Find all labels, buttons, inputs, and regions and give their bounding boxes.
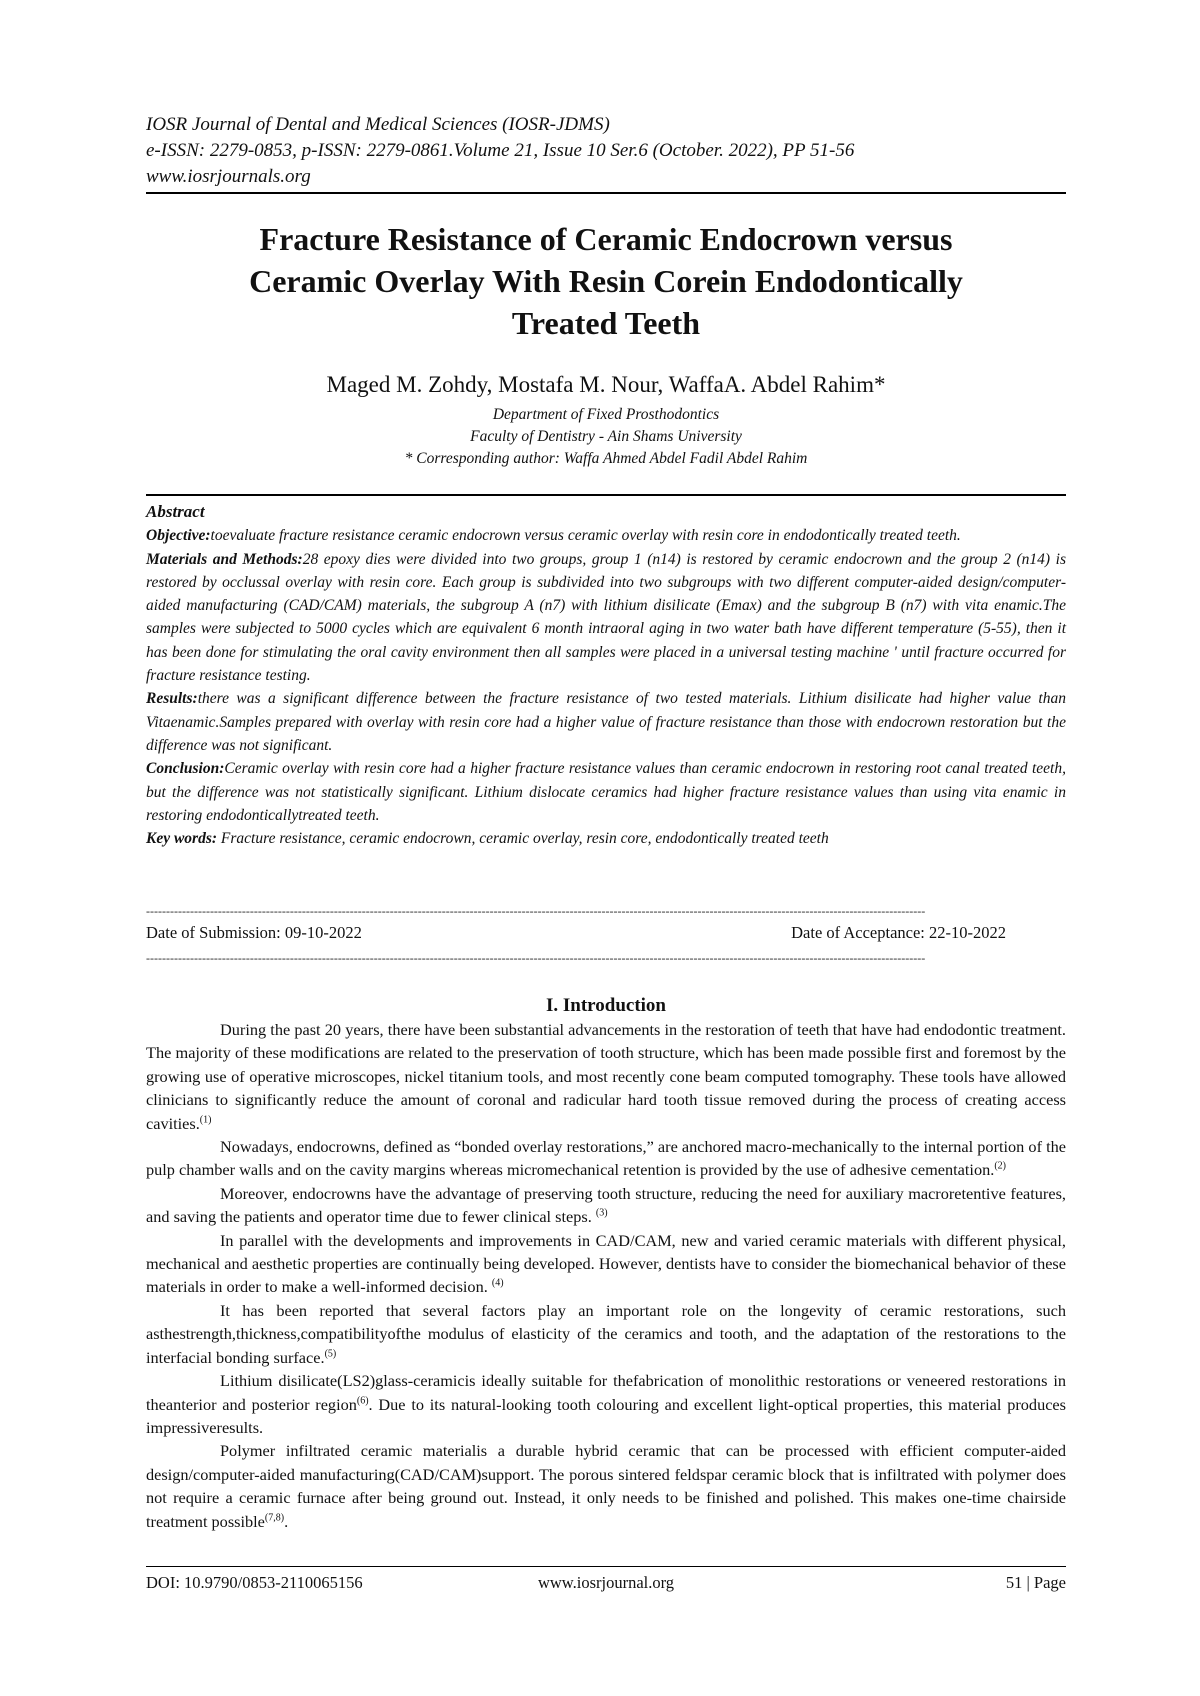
corresponding-author: * Corresponding author: Waffa Ahmed Abdel Fadil Abdel Rahim <box>404 450 808 467</box>
methods-text: 28 epoxy dies were divided into two groups, group 1 (n14) is restored by ceramic endocrown and the group 2 (n14) is restored by occlussal overlay with resin core. Each group is subdivided into two subgroups with two different computer-aided design/computer-aided manufacturing (CAD/CAM) materials, the subgroup A (n7) with lithium disilicate (Emax) and the subgroup B (n7) with vita enamic.The samples were subjected to 5000 cycles which are equivalent 6 month intraoral aging in two water bath have different temperature (5-55), then it has been done for stimulating the oral cavity environment then all samples were placed in a universal testing machine ' until fracture occurred for fracture resistance testing. <box>146 550 1066 685</box>
dashed-separator-bottom: --------------------------------------------------------------------------------------------------------------------------------------------------------------------------------------------------- <box>146 952 926 964</box>
footer-doi: DOI: 10.9790/0853-2110065156 <box>146 1573 363 1592</box>
paragraph-7-text: Polymer infiltrated ceramic materialis a durable hybrid ceramic that can be processed with efficient computer-aided design/computer-aided manufacturing(CAD/CAM)support. The porous sintered feldspar ceramic block that is infiltrated with polymer does not require a ceramic furnace after being ground out. Instead, it only needs to be finished and polished. This makes one-time chairside treatment possible <box>146 1441 1066 1531</box>
paragraph-5-text: It has been reported that several factors play an important role on the longevity of ceramic restorations, such asthestrength,thickness,compatibilityofthe modulus of elasticity of the ceramics and tooth, and the adaptation of the restorations to the interfacial bonding surface. <box>146 1300 1066 1367</box>
affiliation-department: Department of Fixed Prosthodontics <box>492 406 720 423</box>
journal-name: IOSR Journal of Dental and Medical Sciences (IOSR-JDMS) <box>146 114 610 135</box>
paragraph-5 <box>146 1299 1066 1369</box>
paragraph-3 <box>146 1182 1066 1229</box>
footer-divider <box>146 1566 1066 1567</box>
paragraph-2 <box>146 1135 1066 1182</box>
title-line-1: Fracture Resistance of Ceramic Endocrown versus <box>259 221 953 257</box>
paragraph-1-text: During the past 20 years, there have been substantial advancements in the restoration of teeth that have had endodontic treatment. The majority of these modifications are related to the preservation of tooth structure, which has been made possible first and foremost by the growing use of operative microscopes, nickel titanium tools, and most recently cone beam computed tomography. These tools have allowed clinicians to significantly reduce the amount of coronal and radicular hard tooth tissue removed during the process of creating access cavities. <box>146 1020 1066 1133</box>
header-divider <box>146 192 1066 194</box>
citation-3: (3) <box>595 1207 608 1219</box>
journal-header <box>146 112 1006 190</box>
results-text: there was a significant difference between the fracture resistance of two tested materials. Lithium disilicate had higher value than Vitaenamic.Samples prepared with overlay with resin core had a higher value of fracture resistance than those with endocrown restoration but the difference was not significant. <box>146 690 1066 754</box>
citation-4: (4) <box>491 1278 504 1290</box>
title-line-3: Treated Teeth <box>511 305 701 341</box>
methods-label: Materials and Methods: <box>146 550 303 568</box>
paragraph-7 <box>146 1439 1066 1533</box>
dashed-separator-top: --------------------------------------------------------------------------------------------------------------------------------------------------------------------------------------------------- <box>146 905 926 917</box>
abstract-objective <box>146 524 1066 547</box>
authors: Maged M. Zohdy, Mostafa M. Nour, WaffaA. Abdel Rahim* <box>326 372 886 397</box>
keywords-text: Fracture resistance, ceramic endocrown, ceramic overlay, resin core, endodontically treated teeth <box>217 830 829 848</box>
paragraph-4 <box>146 1229 1066 1299</box>
conclusion-text: Ceramic overlay with resin core had a higher fracture resistance values than ceramic endocrown in restoring root canal treated teeth, but the difference was not statistically significant. Lithium dislocate ceramics had higher fracture resistance values than using vita enamic in restoring endodonticallytreated teeth. <box>146 760 1066 824</box>
date-of-acceptance: Date of Acceptance: 22-10-2022 <box>791 923 1006 942</box>
paragraph-2-text: Nowadays, endocrowns, defined as “bonded overlay restorations,” are anchored macro-mechanically to the internal portion of the pulp chamber walls and on the cavity margins whereas micromechanical retention is provided by the use of adhesive cementation. <box>146 1137 1066 1180</box>
section-heading-introduction: I. Introduction <box>545 995 666 1016</box>
footer-page-number: 51 | Page <box>1005 1573 1066 1592</box>
citation-2: (2) <box>994 1161 1006 1173</box>
submission-dates <box>146 922 1006 944</box>
conclusion-label: Conclusion: <box>146 760 225 778</box>
citation-7-8: (7,8) <box>264 1512 285 1524</box>
page-footer <box>146 1572 1066 1594</box>
citation-6: (6) <box>356 1395 369 1407</box>
paragraph-6-text-b: . Due to its natural-looking tooth colouring and excellent light-optical properties, this material produces impressiveresults. <box>146 1394 1066 1437</box>
title-line-2: Ceramic Overlay With Resin Corein Endodontically <box>249 263 963 299</box>
affiliation-faculty: Faculty of Dentistry - Ain Shams University <box>470 428 742 445</box>
journal-website: www.iosrjournals.org <box>146 166 311 187</box>
journal-issn: e-ISSN: 2279-0853, p-ISSN: 2279-0861.Volume 21, Issue 10 Ser.6 (October. 2022), PP 51-56 <box>146 140 855 161</box>
introduction-body <box>146 1018 1066 1533</box>
abstract-methods <box>146 548 1066 688</box>
objective-label: Objective: <box>146 527 211 545</box>
paragraph-7-end: . <box>284 1511 289 1531</box>
paragraph-4-text: In parallel with the developments and improvements in CAD/CAM, new and varied ceramic materials with different physical, mechanical and aesthetic properties are continually being developed. However, dentists have to consider the biomechanical behavior of these materials in order to make a well-informed decision. <box>146 1230 1066 1297</box>
paragraph-6-text-a: Lithium disilicate(LS2)glass-ceramicis ideally suitable for thefabrication of monolithic restorations or veneered restorations in theanterior and posterior region <box>146 1371 1066 1414</box>
abstract-keywords <box>146 827 1066 850</box>
abstract-heading: Abstract <box>146 502 205 521</box>
abstract <box>146 500 1066 850</box>
paragraph-1 <box>146 1018 1066 1135</box>
paragraph-6 <box>146 1369 1066 1439</box>
paragraph-3-text: Moreover, endocrowns have the advantage of preserving tooth structure, reducing the need for auxiliary macroretentive features, and saving the patients and operator time due to fewer clinical steps. <box>146 1183 1066 1227</box>
date-of-submission: Date of Submission: 09-10-2022 <box>146 923 362 942</box>
objective-text: toevaluate fracture resistance ceramic endocrown versus ceramic overlay with resin core in endodontically treated teeth. <box>210 527 961 545</box>
abstract-divider <box>146 494 1066 496</box>
citation-1: (1) <box>199 1114 212 1126</box>
abstract-results <box>146 687 1066 757</box>
citation-5: (5) <box>324 1348 337 1360</box>
footer-website: www.iosrjournal.org <box>537 1573 675 1592</box>
paper-title <box>146 218 1066 344</box>
keywords-label: Key words: <box>146 830 218 848</box>
results-label: Results: <box>146 690 198 708</box>
abstract-conclusion <box>146 757 1066 827</box>
